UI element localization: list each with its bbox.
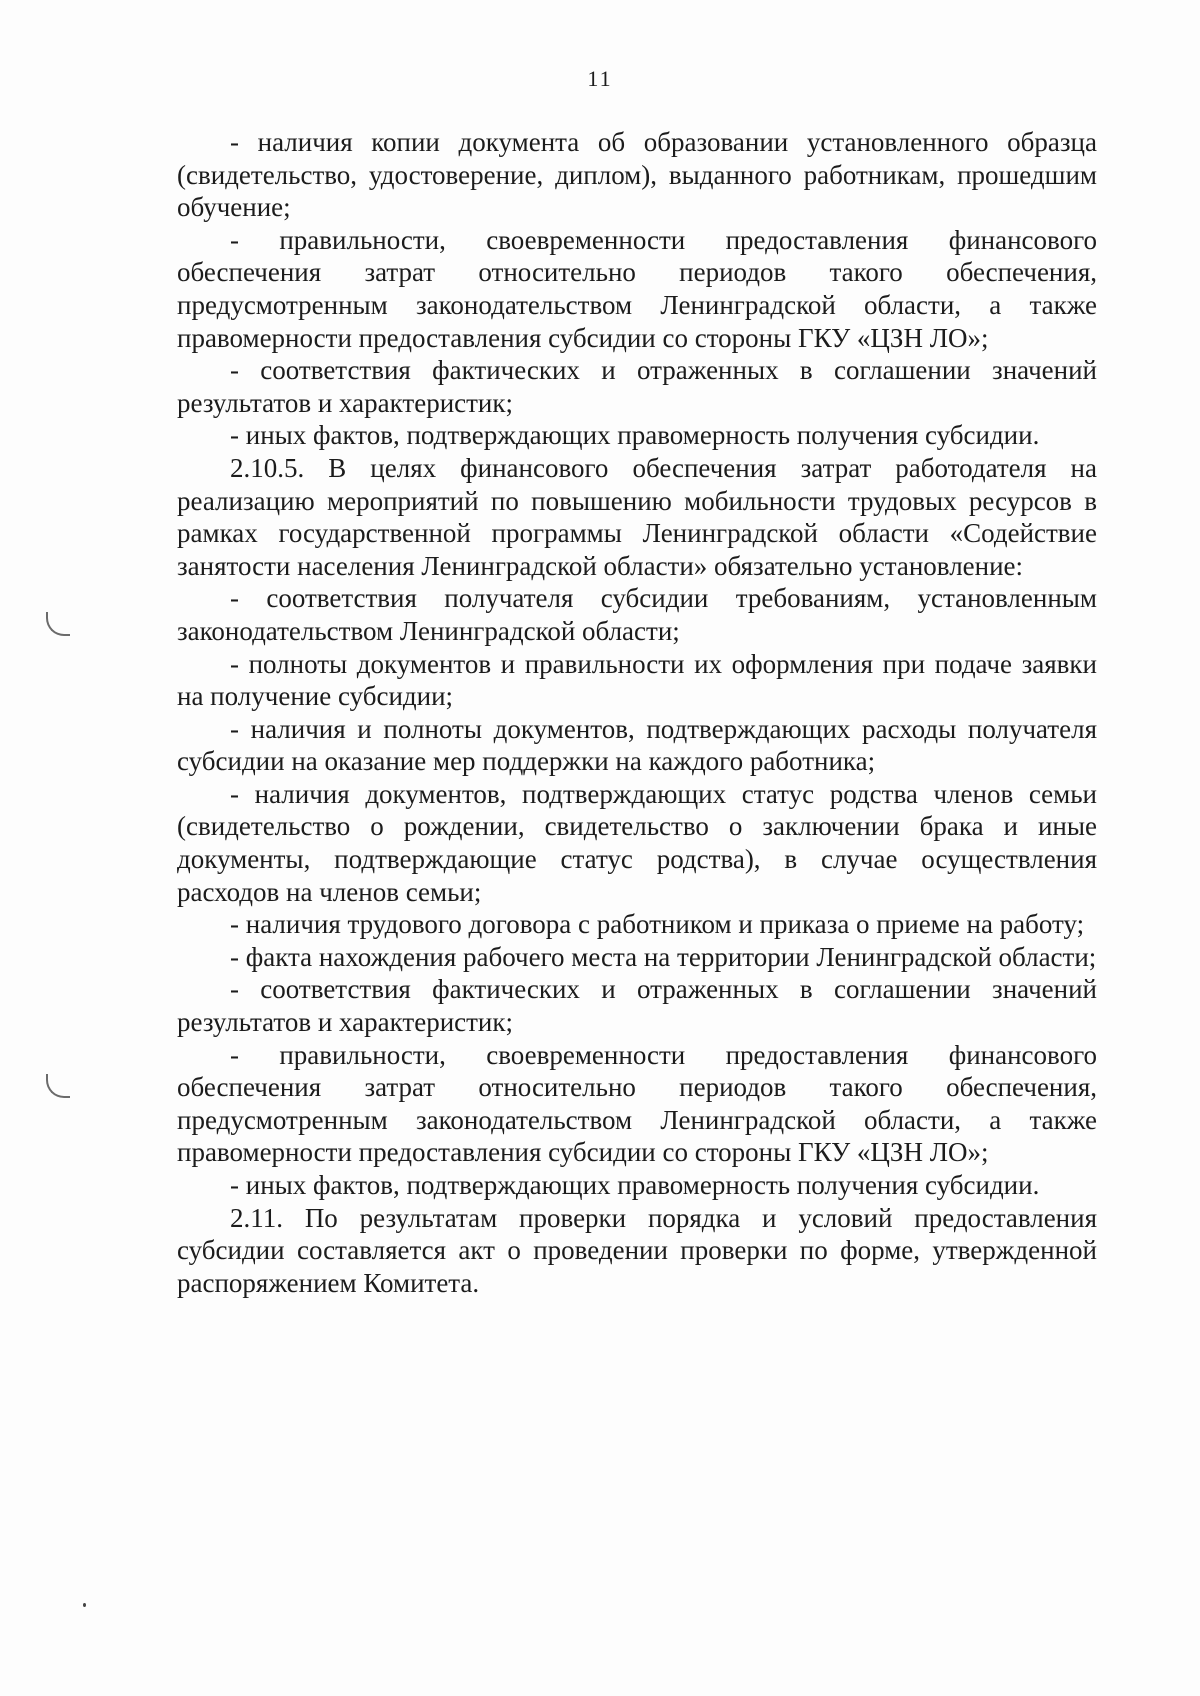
paragraph-section-2-11: 2.11. По результатам проверки порядка и условий предоставления субсидии составляется акт о проведении проверки по форме, утвержденной распоряжением Комитета. — [177, 1202, 1097, 1298]
paragraph-other-facts: - иных фактов, подтверждающих правомерность получения субсидии. — [230, 420, 1040, 451]
paragraph-funding-correctness: - правильности, своевременности предоставления финансового обеспечения затрат относительно периодов такого обеспечения, предусмотренным законодательством Ленинградской области, а также правомерности предоставления субсидии со стороны ГКУ «ЦЗН ЛО»; — [177, 224, 1097, 353]
paragraph-results-match: - соответствия фактических и отраженных в соглашении значений результатов и характеристик; — [177, 355, 1097, 418]
paragraph-section-2-10-5: 2.10.5. В целях финансового обеспечения затрат работодателя на реализацию мероприятий по повышению мобильности трудовых ресурсов в рамках государственной программы Ленинградской области «Содействие занятости населения Ленинградской области» обязательно установление: — [177, 452, 1097, 581]
document-body — [177, 126, 1097, 1299]
binder-hole-mark — [46, 1074, 70, 1098]
paragraph-recipient-compliance: - соответствия получателя субсидии требованиям, установленным законодательством Ленинградской области; — [177, 583, 1097, 646]
paragraph-documents-completeness: - полноты документов и правильности их оформления при подаче заявки на получение субсидии; — [177, 648, 1097, 712]
paragraph-workplace-location: - факта нахождения рабочего места на территории Ленинградской области; — [230, 941, 1097, 972]
paragraph-funding-correctness-2: - правильности, своевременности предоставления финансового обеспечения затрат относительно периодов такого обеспечения, предусмотренным законодательством Ленинградской области, а также правомерности предоставления субсидии со стороны ГКУ «ЦЗН ЛО»; — [177, 1039, 1097, 1168]
paragraph-expense-documents: - наличия и полноты документов, подтверждающих расходы получателя субсидии на оказание мер поддержки на каждого работника; — [177, 713, 1097, 777]
paragraph-results-match-2: - соответствия фактических и отраженных в соглашении значений результатов и характеристик; — [177, 974, 1097, 1038]
paragraph-employment-contract: - наличия трудового договора с работником и приказа о приеме на работу; — [230, 909, 1085, 940]
scan-speck — [83, 1603, 86, 1607]
paragraph-education-document: - наличия копии документа об образовании установленного образца (свидетельство, удостоверение, диплом), выданного работникам, прошедшим обучение; — [177, 127, 1097, 223]
paragraph-family-status: - наличия документов, подтверждающих статус родства членов семьи (свидетельство о рождении, свидетельство о заключении брака и иные документы, подтверждающие статус родства), в случае осуществления расходов на членов семьи; — [177, 778, 1097, 907]
page-number: 11 — [587, 66, 613, 91]
binder-hole-mark — [46, 612, 70, 636]
paragraph-other-facts-2: - иных фактов, подтверждающих правомерность получения субсидии. — [230, 1170, 1040, 1200]
